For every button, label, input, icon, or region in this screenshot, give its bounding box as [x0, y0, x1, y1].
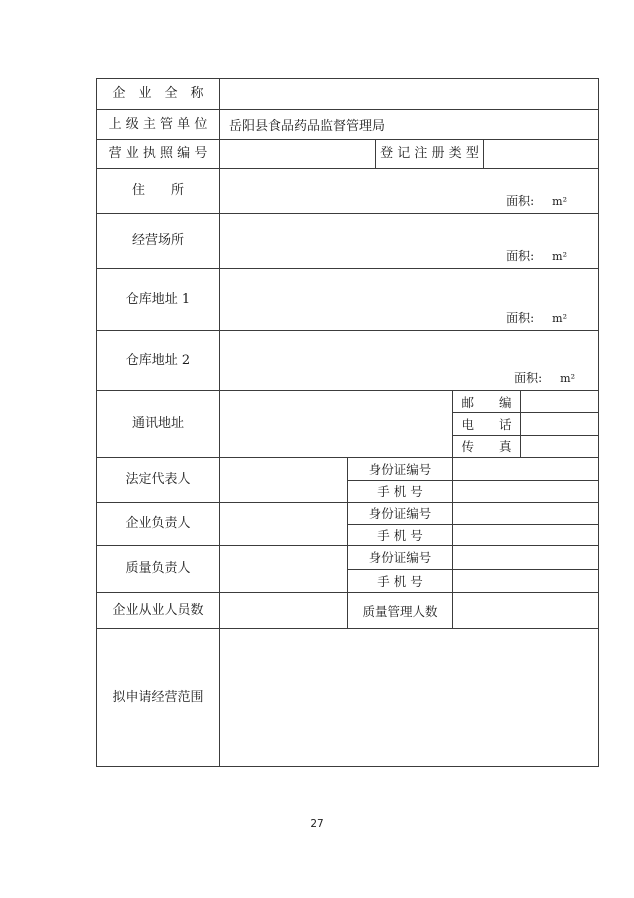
warehouse2-area: [514, 369, 575, 386]
residence-value[interactable]: [220, 169, 598, 213]
area-unit: m²: [552, 195, 567, 208]
postal-code-row: [453, 391, 598, 413]
registration-type-value[interactable]: [484, 140, 598, 168]
company-name-label: 企 业 全 称: [97, 79, 220, 109]
contact-address-label: 通讯地址: [97, 391, 220, 457]
registration-type-label: 登 记 注 册 类 型: [376, 140, 484, 168]
premises-value[interactable]: [220, 214, 598, 268]
row-supervisor-unit: [97, 110, 598, 140]
supervisor-unit-label: 上 级 主 管 单 位: [97, 110, 220, 139]
phone-row: [453, 413, 598, 435]
mobile-row: [348, 481, 598, 503]
row-business-scope: [97, 629, 598, 766]
area-label: 面积:: [506, 249, 535, 263]
staff-count-value[interactable]: [220, 593, 348, 628]
company-head-label: 企业负责人: [97, 503, 220, 545]
quality-staff-count-label: 质量管理人数: [348, 593, 453, 628]
row-premises: [97, 214, 598, 269]
business-scope-label: 拟申请经营范围: [97, 629, 220, 766]
residence-area: [506, 192, 567, 209]
fax-value[interactable]: [521, 436, 598, 457]
row-contact-address: [97, 391, 598, 458]
postal-code-value[interactable]: [521, 391, 598, 412]
phone-value[interactable]: [521, 413, 598, 434]
contact-address-value[interactable]: [220, 391, 453, 457]
warehouse1-value[interactable]: [220, 269, 598, 330]
row-warehouse1: [97, 269, 598, 331]
mobile-row: [348, 570, 598, 593]
id-number-row: [348, 503, 598, 525]
warehouse2-value[interactable]: [220, 331, 598, 390]
row-residence: [97, 169, 598, 214]
mobile-label: 手 机 号: [348, 525, 453, 546]
staff-count-label: 企业从业人员数: [97, 593, 220, 628]
mobile-value[interactable]: [453, 570, 598, 593]
id-number-value[interactable]: [453, 458, 598, 480]
area-label: 面积:: [514, 371, 543, 385]
mobile-label: 手 机 号: [348, 570, 453, 593]
contact-sub-table: [453, 391, 598, 457]
area-unit: m²: [552, 250, 567, 263]
warehouse2-label: 仓库地址 2: [97, 331, 220, 390]
page-number: 27: [310, 818, 324, 830]
legal-rep-sub-table: [348, 458, 598, 502]
id-number-row: [348, 546, 598, 570]
business-scope-value[interactable]: [220, 629, 598, 766]
legal-rep-label: 法定代表人: [97, 458, 220, 502]
company-name-value[interactable]: [220, 79, 598, 109]
id-number-label: 身份证编号: [348, 546, 453, 569]
company-head-name-value[interactable]: [220, 503, 348, 545]
id-number-row: [348, 458, 598, 481]
premises-label: 经营场所: [97, 214, 220, 268]
row-quality-head: [97, 546, 598, 593]
warehouse1-label: 仓库地址 1: [97, 269, 220, 330]
phone-label: 电 话: [453, 413, 521, 434]
id-number-value[interactable]: [453, 503, 598, 524]
mobile-row: [348, 525, 598, 546]
mobile-value[interactable]: [453, 481, 598, 503]
mobile-label: 手 机 号: [348, 481, 453, 503]
quality-head-label: 质量负责人: [97, 546, 220, 592]
company-head-sub-table: [348, 503, 598, 545]
id-number-label: 身份证编号: [348, 458, 453, 480]
fax-row: [453, 436, 598, 457]
business-license-label: 营 业 执 照 编 号: [97, 140, 220, 168]
legal-rep-name-value[interactable]: [220, 458, 348, 502]
row-company-name: [97, 79, 598, 110]
residence-label: 住 所: [97, 169, 220, 213]
premises-area: [506, 247, 567, 264]
id-number-value[interactable]: [453, 546, 598, 569]
row-company-head: [97, 503, 598, 546]
area-label: 面积:: [506, 311, 535, 325]
quality-head-name-value[interactable]: [220, 546, 348, 592]
row-legal-representative: [97, 458, 598, 503]
quality-staff-count-value[interactable]: [453, 593, 598, 628]
area-unit: m²: [552, 312, 567, 325]
supervisor-unit-value[interactable]: 岳阳县食品药品监督管理局: [229, 119, 386, 134]
quality-head-sub-table: [348, 546, 598, 592]
warehouse1-area: [506, 309, 567, 326]
enterprise-info-form-table: [96, 78, 599, 767]
mobile-value[interactable]: [453, 525, 598, 546]
area-label: 面积:: [506, 194, 535, 208]
row-business-license: [97, 140, 598, 169]
id-number-label: 身份证编号: [348, 503, 453, 524]
postal-code-label: 邮 编: [453, 391, 521, 412]
area-unit: m²: [560, 372, 575, 385]
row-warehouse2: [97, 331, 598, 391]
row-staff-count: [97, 593, 598, 629]
fax-label: 传 真: [453, 436, 521, 457]
business-license-value[interactable]: [220, 140, 376, 168]
